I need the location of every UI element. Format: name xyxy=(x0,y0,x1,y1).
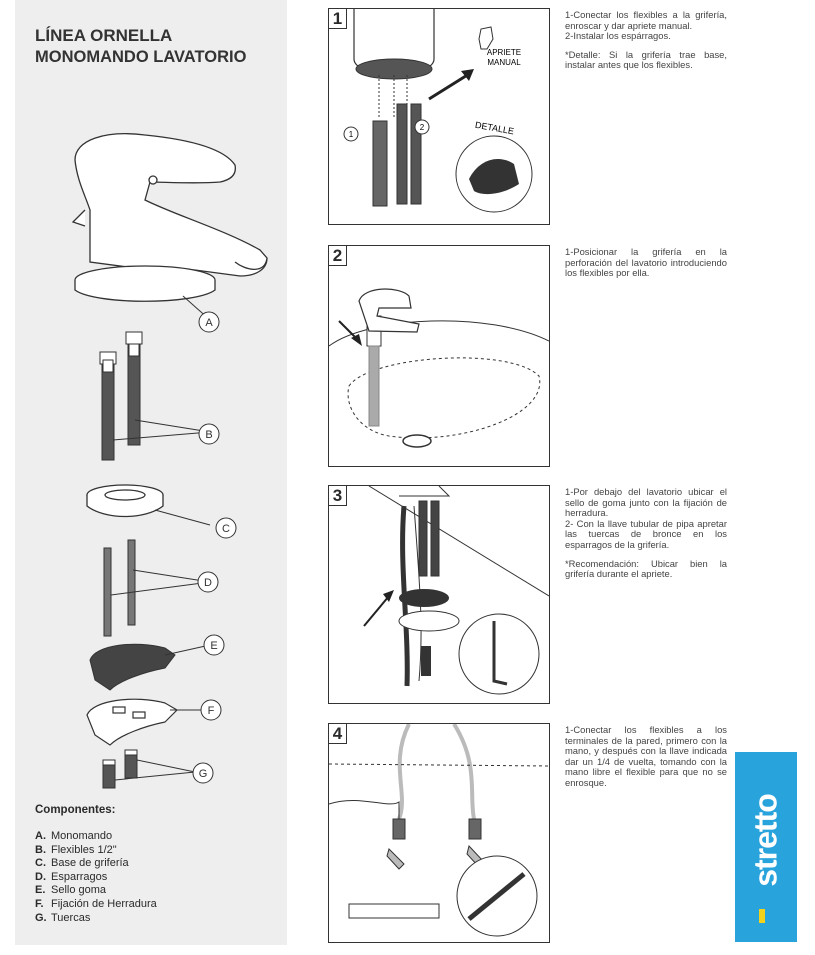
step-number: 4 xyxy=(329,724,347,744)
list-item: C. Base de grifería xyxy=(35,857,129,870)
step-2-instructions: 1-Posicionar la grifería en la perforación del lavatorio introduciendo los flexibles por ella. xyxy=(565,246,727,279)
nuts-illustration xyxy=(103,750,137,788)
step-4-instructions: 1-Conectar los flexibles a los terminales de la pared, primero con la mano, y después con la llave indicada dar un 1/4 de vuelta, tomando con la mano libre el flexible para que no se enrosque. xyxy=(565,724,727,788)
callout-1: 1 xyxy=(348,130,354,139)
step-number: 3 xyxy=(329,486,347,506)
brand-logo-text: stretto xyxy=(747,794,784,887)
callout-c-label: C xyxy=(222,523,230,535)
callout-g-label: G xyxy=(198,768,208,780)
page-title: LÍNEA ORNELLA xyxy=(35,26,173,45)
brand-logo-dot xyxy=(759,909,765,923)
studs-illustration xyxy=(104,540,135,636)
callout-e-label: E xyxy=(210,640,218,652)
components-list xyxy=(35,830,157,925)
hoses-illustration xyxy=(100,332,142,460)
faucet-illustration xyxy=(73,134,267,302)
list-item: E. Sello goma xyxy=(35,884,107,897)
detalle-label: DETALLE xyxy=(474,119,515,137)
list-item: D. Esparragos xyxy=(35,870,108,883)
list-item: G. Tuercas xyxy=(35,911,91,924)
components-illustration xyxy=(15,0,287,800)
seal-illustration xyxy=(90,644,175,690)
callout-d-label: D xyxy=(204,577,212,589)
list-item: A. Monomando xyxy=(35,830,113,842)
components-panel xyxy=(15,0,287,945)
step-4-figure xyxy=(328,723,550,943)
step-number: 1 xyxy=(329,9,347,29)
callout-f-label: F xyxy=(207,705,215,717)
step-2-figure xyxy=(328,245,550,467)
manual-label: MANUAL xyxy=(487,58,521,67)
base-illustration xyxy=(87,485,163,517)
components-heading: Componentes: xyxy=(35,804,116,816)
step-3-figure xyxy=(328,485,550,704)
list-item: B. Flexibles 1/2" xyxy=(35,843,117,856)
step-number: 2 xyxy=(329,246,347,266)
horseshoe-illustration xyxy=(87,699,177,745)
step-1-figure xyxy=(328,8,550,225)
step-3-instructions: 1-Por debajo del lavatorio ubicar el sello de goma junto con la fijación de herradura. 2- Con la llave tubular de pipa apretar las tuercas de bronce en los esparragos de la grifería. *Recomendación: Ubicar bien la grifería durante el apriete. xyxy=(565,486,727,580)
list-item: F. Fijación de Herradura xyxy=(35,897,157,910)
step-1-instructions: 1-Conectar los flexibles a la grifería, enroscar y dar apriete manual. 2-Instalar los espárragos. *Detalle: Si la grifería trae base, instalar antes que los flexibles. xyxy=(565,9,727,71)
callout-2: 2 xyxy=(419,123,425,132)
brand-logo xyxy=(735,752,797,942)
callout-b-label: B xyxy=(205,429,213,441)
apriete-label: APRIETE xyxy=(486,48,522,57)
callout-a-label: A xyxy=(205,317,213,329)
page-subtitle: MONOMANDO LAVATORIO xyxy=(35,48,247,66)
